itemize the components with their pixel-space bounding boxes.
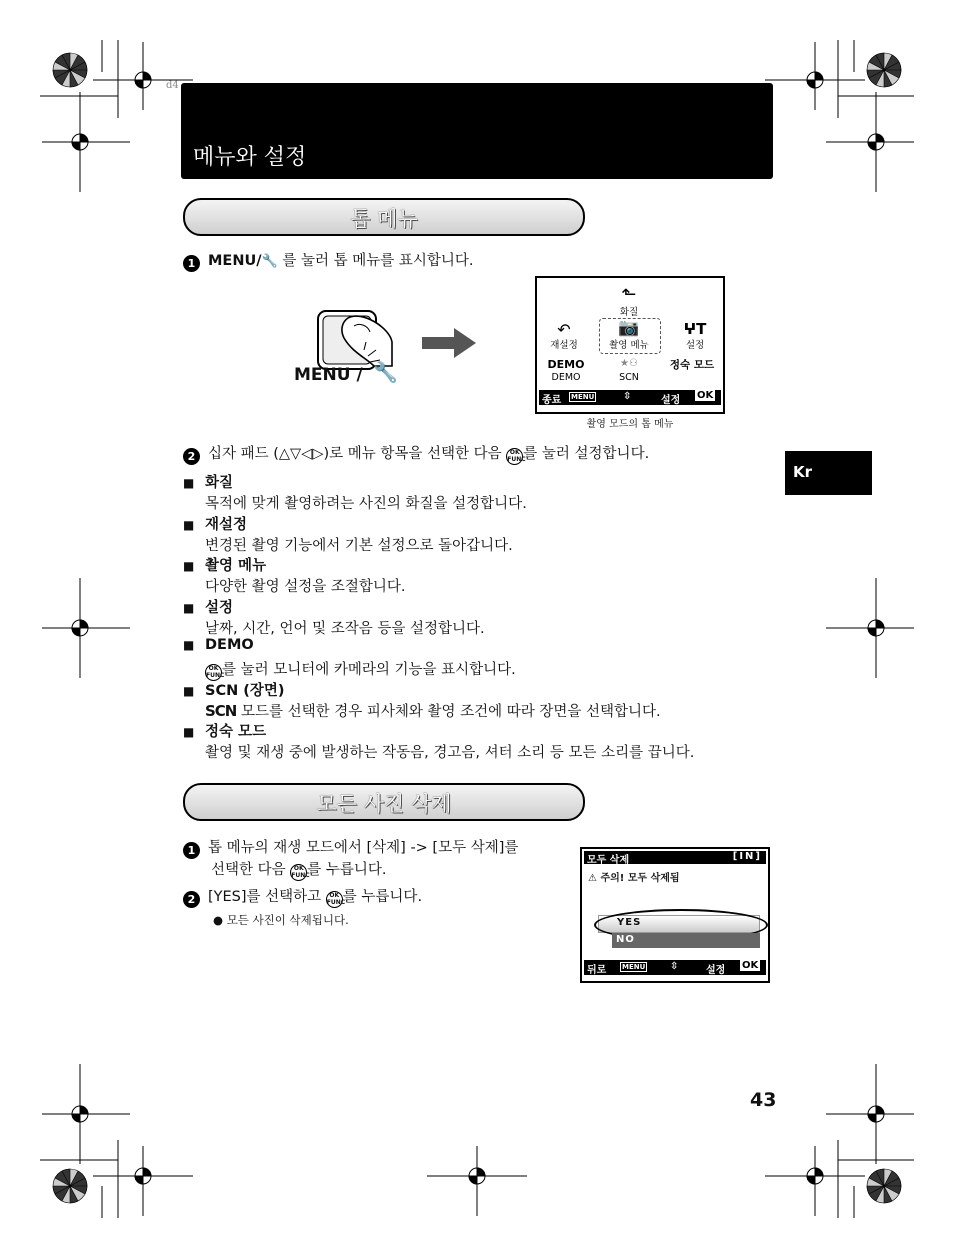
item-description: 변경된 촬영 기능에서 기본 설정으로 돌아갑니다. — [205, 538, 513, 554]
step-number: 2 — [183, 448, 200, 465]
ok-func-icon: OK FUNC — [291, 865, 310, 879]
ok-func-icon: OK FUNC — [507, 449, 526, 463]
menu-item-image-quality: 화질 — [619, 307, 639, 318]
image-quality-icon: ⬑ — [621, 284, 637, 305]
step-text: 를 눌러 톱 메뉴를 표시합니다. — [277, 253, 474, 269]
step-1-line-2: 선택한 다음 OK FUNC를 누릅니다. — [211, 862, 387, 879]
menu-illustration-label: MENU / — [294, 365, 363, 385]
screen-title: 모두 삭제 — [587, 855, 630, 866]
reset-icon: ↶ — [557, 320, 571, 339]
language-code: Kr — [793, 463, 813, 481]
step-number: 1 — [183, 842, 200, 859]
menu-item-shooting-menu: 촬영 메뉴 — [609, 340, 649, 351]
bar-exit-label: 종료 — [542, 395, 562, 406]
bar-ok-key: OK — [742, 960, 759, 971]
item-title: ■ 재설정 — [183, 513, 247, 534]
menu-item-reset: 재설정 — [550, 340, 578, 351]
item-description: 촬영 및 재생 중에 발생하는 작동음, 경고음, 셔터 소리 등 모든 소리를 끕니다. — [205, 745, 695, 761]
camera-icon: 📷 — [618, 318, 640, 338]
step-2: 2 [YES]를 선택하고 OK FUNC를 누릅니다. — [183, 886, 422, 908]
step-1 — [183, 250, 473, 273]
up-down-icon: ⇳ — [670, 961, 679, 972]
step-1 — [183, 837, 518, 859]
item-description: 목적에 맞게 촬영하려는 사진의 화질을 설정합니다. — [205, 496, 527, 512]
step-text: 톱 메뉴의 재생 모드에서 [삭제] -> [모두 삭제]를 — [208, 840, 519, 856]
step-text: 십자 패드 ( — [208, 446, 279, 462]
scn-label: SCN — [205, 702, 237, 720]
warning-message: ⚠ 주의! 모두 삭제됨 — [588, 873, 680, 884]
wrench-icon: 🔧 — [373, 360, 398, 384]
screen-title-bar — [584, 851, 766, 864]
erase-all-screen — [580, 847, 770, 983]
setup-icon: ⵖT — [683, 320, 707, 338]
section-title: 모든 사진 삭제 — [316, 792, 452, 816]
page-number: 43 — [750, 1089, 777, 1111]
memory-indicator: [IN] — [732, 851, 762, 862]
chapter-title: 메뉴와 설정 — [193, 145, 307, 170]
note: ● 모든 사진이 삭제됩니다. — [213, 913, 349, 927]
step-number: 2 — [183, 891, 200, 908]
bar-set-label: 설정 — [661, 395, 681, 406]
item-description: 날짜, 시간, 언어 및 조작음 등을 설정합니다. — [205, 621, 485, 637]
step-number: 1 — [183, 255, 200, 272]
bar-back-label: 뒤로 — [587, 965, 607, 976]
item-description-scn: SCN 모드를 선택한 경우 피사체와 촬영 조건에 따라 장면을 선택합니다. — [205, 702, 661, 720]
item-title: ■ DEMO — [183, 637, 254, 653]
yes-option[interactable]: YES — [598, 915, 760, 933]
item-title: ■ 촬영 메뉴 — [183, 554, 266, 575]
menu-item-demo: DEMO — [551, 372, 581, 383]
item-description: 다양한 촬영 설정을 조절합니다. — [205, 579, 406, 595]
arrow-pad-icons: △▽◁▷ — [278, 446, 324, 462]
warning-icon: ⚠ — [588, 873, 597, 884]
section-title: 톱 메뉴 — [350, 207, 418, 231]
item-title: ■ SCN (장면) — [183, 679, 285, 700]
language-tab — [785, 451, 872, 495]
top-menu-screen — [535, 276, 725, 414]
chapter-banner — [181, 83, 773, 179]
step-text: )로 메뉴 항목을 선택한 다음 — [323, 446, 507, 462]
arrow-right-icon — [420, 326, 478, 360]
menu-item-scn: SCN — [619, 372, 639, 383]
item-title: ■ 설정 — [183, 596, 233, 617]
menu-item-quiet-mode: 정숙 모드 — [669, 359, 715, 371]
demo-icon: DEMO — [547, 358, 585, 371]
ghost-filename-text: d4 — [166, 80, 179, 91]
dpad-icon: ⇳ — [623, 391, 632, 402]
ok-func-icon: OK FUNC — [326, 892, 346, 906]
screen-caption: 촬영 모드의 톱 메뉴 — [586, 419, 674, 430]
screen-bottom-bar — [584, 960, 766, 975]
menu-key-label: MENU/ — [208, 253, 262, 269]
section-heading-top-menu — [183, 198, 585, 236]
item-title: ■ 정숙 모드 — [183, 720, 266, 741]
no-option[interactable]: NO — [612, 933, 760, 948]
bar-ok-key: OK — [697, 390, 714, 401]
item-description-demo: OK FUNC를 눌러 모니터에 카메라의 기능을 표시합니다. — [206, 662, 516, 679]
scene-icon: ★⚇ — [620, 358, 638, 369]
menu-item-setup: 설정 — [685, 340, 705, 351]
section-heading-erase-all — [183, 783, 585, 821]
step-text: 를 눌러 설정합니다. — [523, 446, 650, 462]
step-2 — [183, 443, 649, 465]
bar-set-label: 설정 — [706, 965, 726, 976]
item-title: ■ 화질 — [183, 471, 233, 492]
bar-menu-key: MENU — [622, 963, 646, 971]
ok-func-icon: OK FUNC — [206, 665, 225, 679]
wrench-icon: 🔧 — [261, 254, 278, 269]
screen-bottom-bar — [539, 390, 721, 405]
bar-menu-key: MENU — [571, 393, 595, 401]
